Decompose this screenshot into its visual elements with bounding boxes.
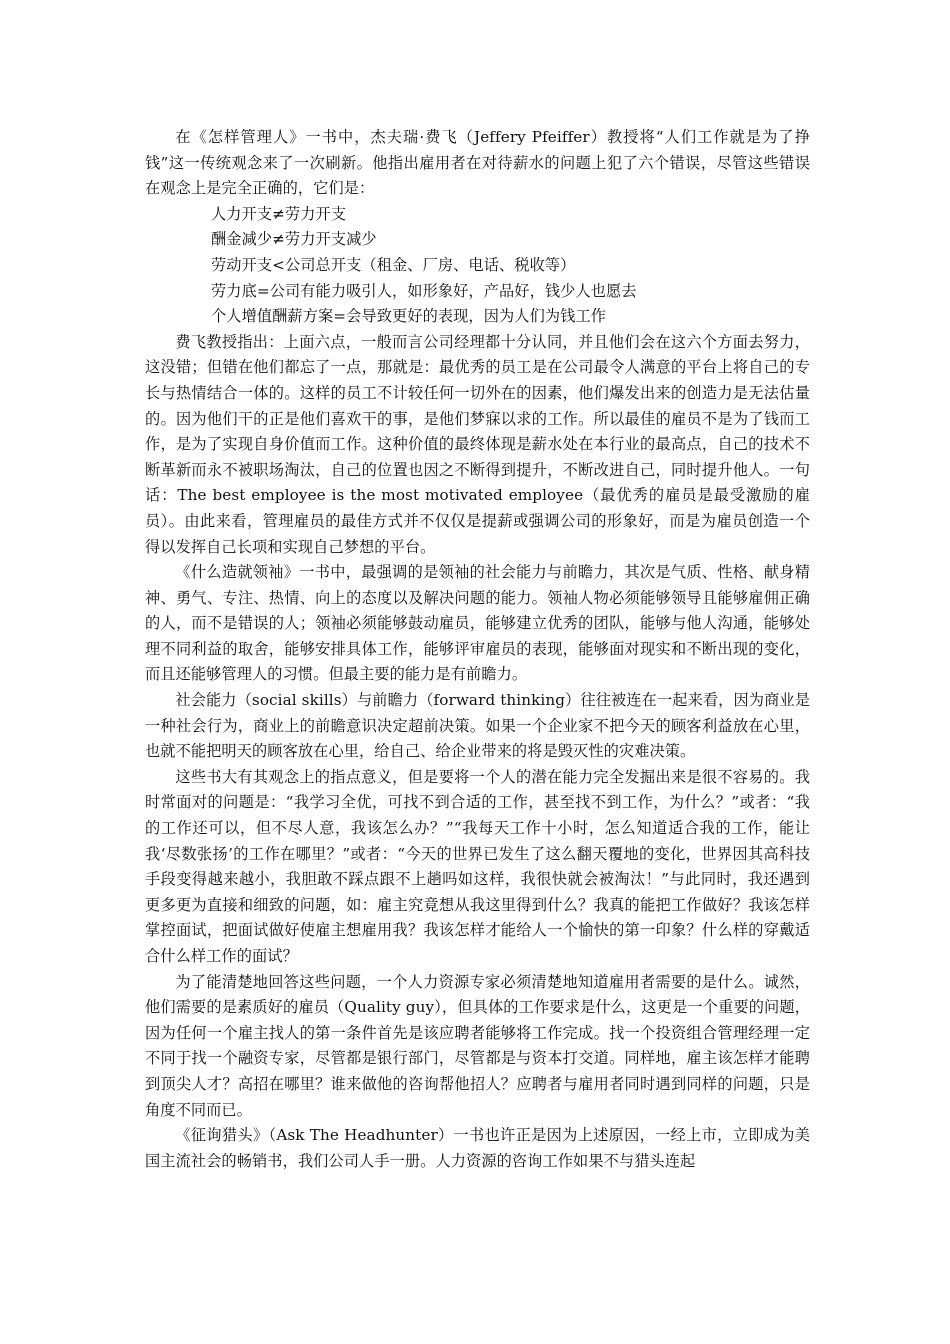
paragraph-social-skills: 社会能力（social skills）与前瞻力（forward thinking）往往被连在一起来看，因为商业是一种社会行为，商业上的前瞻意识决定超前决策。如果一个企业家不把今天的顾客利益放在心里，也就不能把明天的顾客放在心里，给自己、给企业带来的将是毁灭性的灾难决策。 [145, 691, 810, 761]
list-item: 酬金减少≠劳力开支减少 [211, 230, 377, 249]
list-item: 人力开支≠劳力开支 [211, 204, 347, 223]
paragraph-headhunter: 《征询猎头》（Ask The Headhunter）一书也许正是因为上述原因，一经上市，立即成为美国主流社会的畅销书，我们公司人手一册。人力资源的咨询工作如果不与猎头连起 [145, 1126, 810, 1170]
paragraph-feifei: 费飞教授指出：上面六点，一般而言公司经理都十分认同，并且他们会在这六个方面去努力，这没错；但错在他们都忘了一点，那就是：最优秀的员工是在公司最令人满意的平台上将自己的专长与热情结合一体的。这样的员工不计较任何一切外在的因素，他们爆发出来的创造力是无法估量的。因为他们干的正是他们喜欢干的事，是他们梦寐以求的工作。所以最佳的雇员不是为了钱而工作，是为了实现自身价值而工作。这种价值的最终体现是薪水处在本行业的最高点，自己的技术不断革新而永不被职场淘汰，自己的位置也因之不断得到提升，不断改进自己，同时提升他人。一句话：The best employee is the most motivated employee（最优秀的雇员是最受激励的雇员）。由此来看，管理雇员的最佳方式并不仅仅是提薪或强调公司的形象好，而是为雇员创造一个得以发挥自己长项和实现自己梦想的平台。 [145, 332, 810, 556]
document-page [145, 125, 810, 1174]
paragraph-hr-expert: 为了能清楚地回答这些问题，一个人力资源专家必须清楚地知道雇用者需要的是什么。诚然，他们需要的是素质好的雇员（Quality guy），但具体的工作要求是什么，这更是一个重要的问题，因为任何一个雇主找人的第一条件首先是该应聘者能够将工作完成。找一个投资组合管理经理一定不同于找一个融资专家，尽管都是银行部门，尽管都是与资本打交道。同样地，雇主该怎样才能聘到顶尖人才？高招在哪里？谁来做他的咨询帮他招人？应聘者与雇用者同时遇到同样的问题，只是角度不同而已。 [145, 972, 810, 1119]
list-item: 个人增值酬薪方案=会导致更好的表现，因为人们为钱工作 [211, 307, 607, 326]
list-item: 劳动开支<公司总开支（租金、厂房、电话、税收等） [211, 255, 576, 274]
paragraph-leadership: 《什么造就领袖》一书中，最强调的是领袖的社会能力与前瞻力，其次是气质、性格、献身精神、勇气、专注、热情、向上的态度以及解决问题的能力。领袖人物必须能够领导且能够雇佣正确的人，而不是错误的人；领袖必须能够鼓动雇员，能够建立优秀的团队，能够与他人沟通，能够处理不同利益的取舍，能够安排具体工作，能够评审雇员的表现，能够面对现实和不断出现的变化，而且还能够管理人的习惯。但最主要的能力是有前瞻力。 [145, 563, 810, 684]
paragraph-questions: 这些书大有其观念上的指点意义，但是要将一个人的潜在能力完全发掘出来是很不容易的。我时常面对的问题是：“我学习全优，可找不到合适的工作，甚至找不到工作，为什么？”或者：“我的工作还可以，但不尽人意，我该怎么办？”“我每天工作十小时，怎么知道适合我的工作，能让我‘尽数张扬’的工作在哪里？”或者：“今天的世界已发生了这么翻天覆地的变化，世界因其高科技手段变得越来越小，我胆敢不踩点跟不上趟吗如这样，我很快就会被淘汰！”与此同时，我还遇到更多更为直接和细致的问题，如：雇主究竟想从我这里得到什么？我真的能把工作做好？我该怎样掌控面试，把面试做好使雇主想雇用我？我该怎样才能给人一个愉快的第一印象？什么样的穿戴适合什么样工作的面试？ [145, 767, 810, 965]
paragraph-intro: 在《怎样管理人》一书中，杰夫瑞·费飞（Jeffery Pfeiffer）教授将“人们工作就是为了挣钱”这一传统观念来了一次刷新。他指出雇用者在对待薪水的问题上犯了六个错误，尽管这些错误在观念上是完全正确的，它们是： [145, 128, 810, 198]
list-item: 劳力底=公司有能力吸引人，如形象好，产品好，钱少人也愿去 [211, 281, 637, 300]
